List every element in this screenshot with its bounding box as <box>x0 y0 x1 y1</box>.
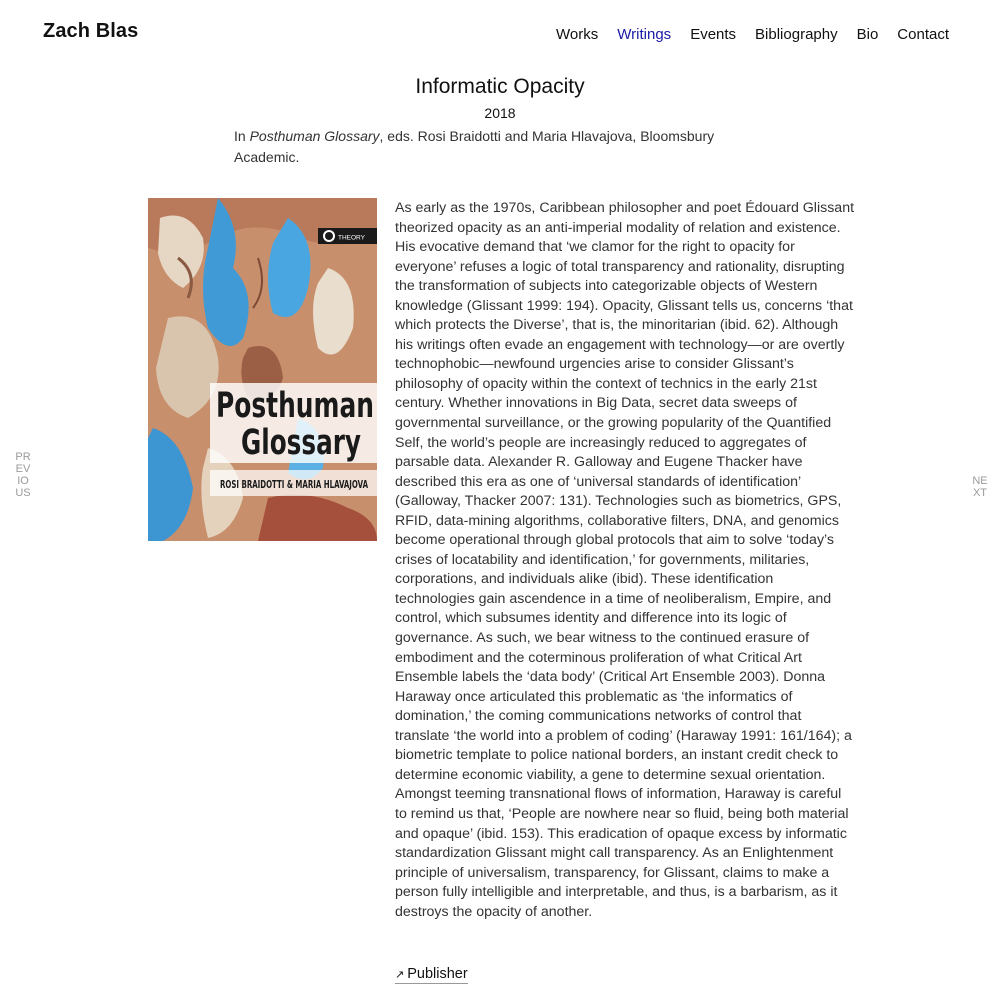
nav-writings[interactable]: Writings <box>617 26 672 43</box>
book-cover-art <box>148 198 377 541</box>
nav-bio[interactable]: Bio <box>856 26 879 43</box>
publisher-link-label: Publisher <box>407 966 468 982</box>
citation-prefix: In <box>234 128 250 144</box>
cover-title-line2: Glossary <box>241 423 362 463</box>
article-paragraph: As early as the 1970s, Caribbean philosopher and poet Édouard Glissant theorized opacity as an anti-imperial modality of relation and existence. His evocative demand that ‘we clamor for the right to opacity for everyone’ refuses a logic of total transparency and rationality, disrupting the transformation of subjects into categorizable objects of Western knowledge (Glissant 1999: 194). Opacity, Glissant tells us, concerns ‘that which protects the Diverse’, that is, the minoritarian (ibid. 62). Although his writings often evade an engagement with technology—or are overtly technophobic—newfound urgencies arise to consider Glissant’s philosophy of opacity within the context of technics in the early 21st century. Whether innovations in Big Data, secret data sweeps of governmental surveillance, or the growing popularity of the Quantified Self, the world’s people are increasingly reduced to aggregates of parsable data. Alexander R. Galloway and Eugene Thacker have described this era as one of ‘universal standards of identification’ (Galloway, Thacker 2007: 131). Technologies such as biometrics, GPS, RFID, data-mining algorithms, collaborative filters, DNA, and genomics become operational through global protocols that aim to solve ‘today’s crises of locatability and identification,’ for governments, militaries, corporations, and individuals alike (ibid). These identification technologies gain ascendence in a time of neoliberalism, Empire, and control, which subsumes identity and difference into its logic of governance. As such, we bear witness to the continued erasure of embodiment and the coterminous proliferation of what Critical Art Ensemble labels the ‘data body’ (Critical Art Ensemble 2003). Donna Haraway once articulated this problematic as ‘the informatics of domination,’ the coming communications networks of control that translate ‘the world into a problem of coding’ (Haraway 1991: 161/164); a biometric template to police national borders, an instant credit check to determine economic viability, a gene to determine sexual orientation. Amongst teeming transnational flows of information, Haraway is careful to remind us that, ‘People are nowhere near so fluid, being both material and opaque’ (ibid. 153). This eradication of opaque excess by informatic standardization Glissant might call transparency. As an Enlightenment principle of universalism, transparency, for Glissant, claims to make a person fully intelligible and interpretable, and thus, is a barbarism, as it destroys the opacity of another. <box>395 200 855 920</box>
work-title: Informatic Opacity <box>415 75 585 98</box>
cover-title-line1: Posthuman <box>216 386 374 426</box>
cover-authors: ROSI BRAIDOTTI & MARIA HLAVAJOVA <box>220 479 369 491</box>
book-cover-image <box>148 198 377 541</box>
site-title[interactable]: Zach Blas <box>43 20 139 42</box>
nav-bibliography[interactable]: Bibliography <box>755 26 838 43</box>
external-link-icon: ↗ <box>395 969 405 981</box>
work-year: 2018 <box>484 105 516 121</box>
publisher-link[interactable] <box>395 966 468 984</box>
citation-details: , eds. Rosi Braidotti and Maria Hlavajova, Bloomsbury Academic. <box>234 128 715 165</box>
article-body <box>395 199 855 922</box>
main-nav <box>537 26 949 43</box>
nav-events[interactable]: Events <box>690 26 737 43</box>
nav-works[interactable]: Works <box>556 26 599 43</box>
citation-book-title: Posthuman Glossary <box>249 128 380 144</box>
cover-series-label: THEORY <box>338 234 365 242</box>
citation <box>234 126 734 168</box>
previous-link[interactable]: PREVIOUS <box>15 451 31 499</box>
nav-contact[interactable]: Contact <box>897 26 949 43</box>
next-link[interactable]: NEXT <box>972 475 988 499</box>
